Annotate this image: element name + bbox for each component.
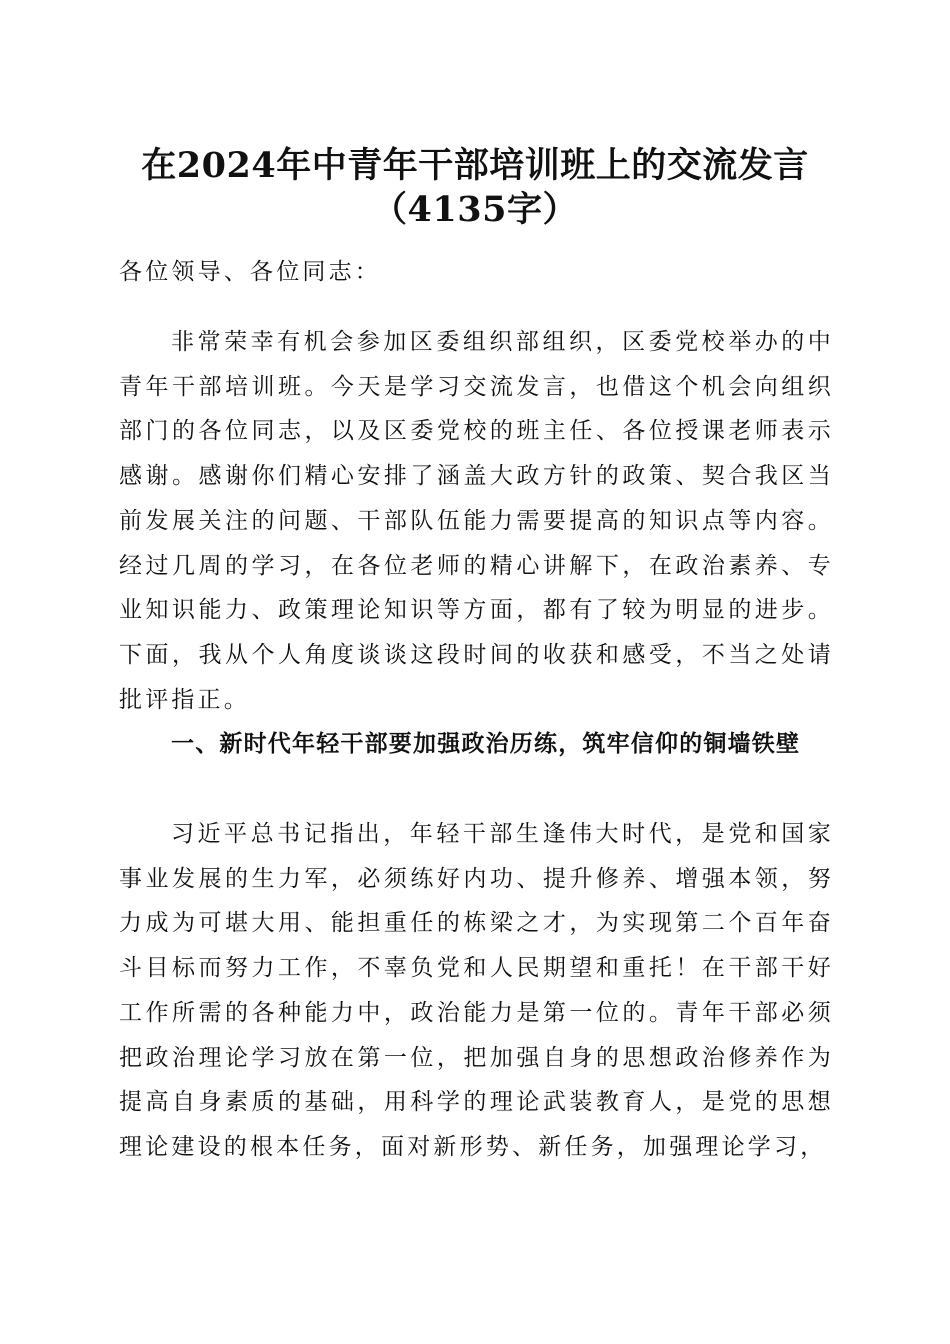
document-title: 在2024年中青年干部培训班上的交流发言	[141, 145, 809, 186]
salutation: 各位领导、各位同志：	[119, 259, 381, 285]
intro-paragraph: 非常荣幸有机会参加区委组织部组织，区委党校举办的中青年干部培训班。今天是学习交流发言，也借这个机会向组织部门的各位同志，以及区委党校的班主任、各位授课老师表示感谢。感谢你们精心安排了涵盖大政方针的政策、契合我区当前发展关注的问题、干部队伍能力需要提高的知识点等内容。经过几周的学习，在各位老师的精心讲解下，在政治素养、专业知识能力、政策理论知识等方面，都有了较为明显的进步。下面，我从个人角度谈谈这段时间的收获和感受，不当之处请批评指正。	[119, 329, 834, 713]
section-heading-1: 一、新时代年轻干部要加强政治历练，筑牢信仰的铜墙铁壁	[171, 731, 801, 757]
document-word-count: （4135字）	[372, 189, 578, 230]
section-1-paragraph: 习近平总书记指出，年轻干部生逢伟大时代，是党和国家事业发展的生力军，必须练好内功、提升修养、增强本领，努力成为可堪大用、能担重任的栋梁之才，为实现第二个百年奋斗目标而努力工作，不辜负党和人民期望和重托！在干部干好工作所需的各种能力中，政治能力是第一位的。青年干部必须把政治理论学习放在第一位，把加强自身的思想政治修养作为提高自身素质的基础，用科学的理论武装教育人，是党的思想理论建设的根本任务，面对新形势、新任务，加强理论学习，	[119, 821, 834, 1160]
